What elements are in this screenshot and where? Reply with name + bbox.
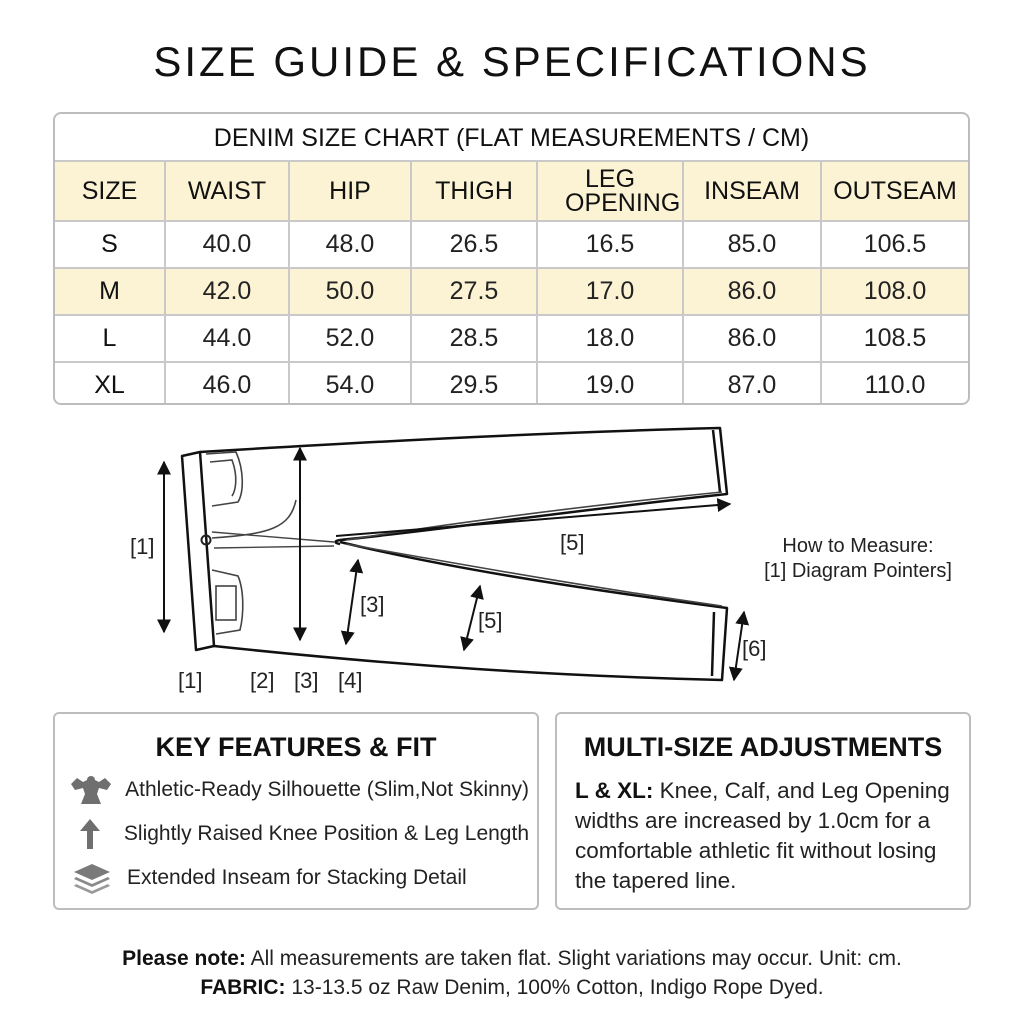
list-item — [69, 816, 529, 852]
how-to-title: How to Measure: — [782, 535, 934, 557]
note-line-1 — [0, 944, 1024, 973]
fabric-lead: FABRIC: — [200, 976, 286, 999]
table-row — [55, 221, 968, 268]
size-chart-caption: DENIM SIZE CHART (FLAT MEASUREMENTS / CM) — [213, 124, 810, 152]
label-thigh: [3] — [360, 592, 385, 617]
adjustments-title: MULTI-SIZE ADJUSTMENTS — [583, 732, 943, 762]
leg-opening-cell: 17.0 — [537, 268, 683, 315]
arrow-up-icon — [69, 816, 112, 852]
how-to-measure — [748, 534, 968, 584]
hip-cell: 48.0 — [289, 221, 411, 268]
size-cell: L — [55, 315, 165, 362]
outseam-cell: 108.0 — [821, 268, 968, 315]
inseam-cell: 86.0 — [683, 268, 821, 315]
waist-cell: 42.0 — [165, 268, 289, 315]
key-features-card — [53, 712, 539, 910]
muscle-icon — [69, 772, 113, 808]
label-bottom-4: [4] — [338, 668, 363, 693]
col-header-size: SIZE — [55, 161, 165, 221]
note-text: All measurements are taken flat. Slight variations may occur. Unit: cm. — [250, 947, 902, 970]
thigh-cell: 26.5 — [411, 221, 537, 268]
label-waist: [1] — [130, 534, 155, 559]
label-knee: [5] — [478, 608, 503, 633]
hip-cell: 52.0 — [289, 315, 411, 362]
thigh-cell: 29.5 — [411, 362, 537, 405]
leg-opening-cell: 19.0 — [537, 362, 683, 405]
waist-cell: 44.0 — [165, 315, 289, 362]
table-header-row — [55, 161, 968, 221]
inseam-cell: 86.0 — [683, 315, 821, 362]
key-features-title: KEY FEATURES & FIT — [155, 732, 437, 762]
col-header-hip: HIP — [289, 161, 411, 221]
page-title: SIZE GUIDE & SPECIFICATIONS — [153, 38, 871, 85]
size-table — [55, 160, 968, 405]
adjustments-text: Knee, Calf, and Leg Opening widths are increased by 1.0cm for a comfortable athletic fit without losing the tapered line. — [575, 778, 950, 893]
table-row — [55, 268, 968, 315]
note-lead: Please note: — [122, 947, 246, 970]
size-cell: S — [55, 221, 165, 268]
size-cell: M — [55, 268, 165, 315]
table-row — [55, 315, 968, 362]
hip-cell: 54.0 — [289, 362, 411, 405]
label-inseam: [5] — [560, 530, 585, 555]
size-chart — [53, 112, 970, 405]
label-bottom-3: [3] — [294, 668, 319, 693]
measurement-diagram — [0, 418, 1024, 708]
inseam-cell: 85.0 — [683, 221, 821, 268]
col-header-outseam: OUTSEAM — [821, 161, 968, 221]
col-header-thigh: THIGH — [411, 161, 537, 221]
feature-text: Athletic-Ready Silhouette (Slim,Not Skinny) — [125, 778, 529, 801]
multi-size-adjustments-card — [555, 712, 971, 910]
thigh-cell: 28.5 — [411, 315, 537, 362]
col-header-waist: WAIST — [165, 161, 289, 221]
outseam-cell: 108.5 — [821, 315, 968, 362]
col-header-inseam: INSEAM — [683, 161, 821, 221]
size-cell: XL — [55, 362, 165, 405]
label-bottom-2: [2] — [250, 668, 275, 693]
label-bottom-1: [1] — [178, 668, 203, 693]
list-item — [69, 860, 529, 896]
waist-cell: 40.0 — [165, 221, 289, 268]
hip-cell: 50.0 — [289, 268, 411, 315]
leg-opening-cell: 16.5 — [537, 221, 683, 268]
how-to-subtitle: [1] Diagram Pointers] — [764, 560, 952, 582]
inseam-cell: 87.0 — [683, 362, 821, 405]
feature-text: Extended Inseam for Stacking Detail — [127, 866, 467, 889]
thigh-cell: 27.5 — [411, 268, 537, 315]
adjustments-lead: L & XL: — [575, 778, 654, 803]
leg-opening-label: LEG OPENING — [565, 165, 681, 217]
outseam-cell: 110.0 — [821, 362, 968, 405]
col-header-leg-opening — [537, 161, 683, 221]
feature-text: Slightly Raised Knee Position & Leg Length — [123, 822, 529, 845]
outseam-cell: 106.5 — [821, 221, 968, 268]
label-leg-opening: [6] — [742, 636, 767, 661]
footer-notes — [0, 944, 1024, 1002]
table-row — [55, 362, 968, 405]
leg-opening-cell: 18.0 — [537, 315, 683, 362]
layers-icon — [69, 860, 115, 896]
note-line-2 — [0, 973, 1024, 1002]
fabric-text: 13-13.5 oz Raw Denim, 100% Cotton, Indigo Rope Dyed. — [291, 976, 824, 999]
adjustments-body — [575, 776, 960, 896]
list-item — [69, 772, 529, 808]
waist-cell: 46.0 — [165, 362, 289, 405]
